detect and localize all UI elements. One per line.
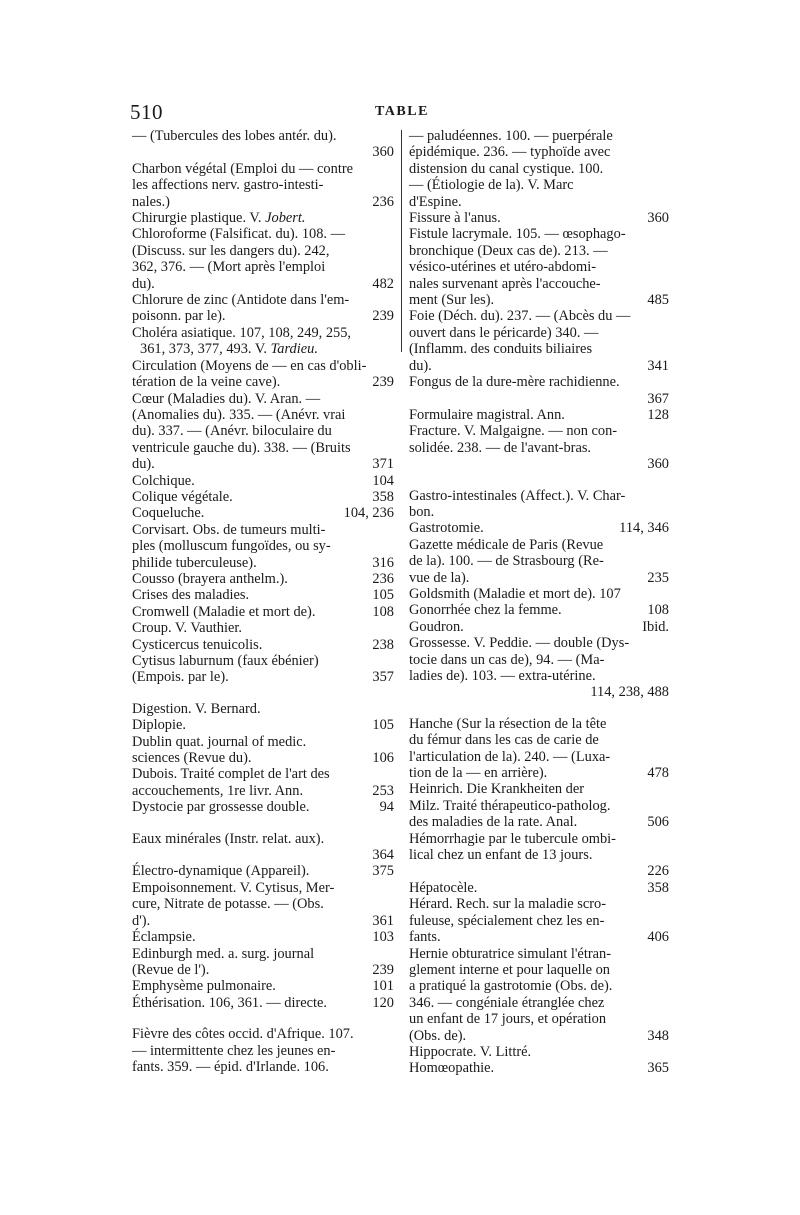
page-reference: 360 (647, 210, 669, 227)
index-entry (409, 308, 669, 374)
right-column (409, 128, 669, 1077)
page-reference: 482 (372, 275, 394, 292)
entry-line (132, 308, 394, 325)
index-entry (132, 571, 394, 587)
index-entry (409, 716, 669, 782)
entry-line (409, 569, 669, 586)
entry-text: Gastrotomie. (409, 520, 484, 537)
entry-text: Formulaire magistral. Ann. (409, 406, 565, 423)
index-entry (409, 635, 669, 701)
page-reference: 364 (372, 847, 394, 864)
entry-line: d'Espine. (409, 193, 462, 210)
entry-line: Hémorrhagie par le tubercule ombi- (409, 830, 616, 847)
index-entry (132, 292, 394, 325)
entry-line: du). 337. — (Anévr. biloculaire du (132, 423, 332, 440)
index-entry (132, 391, 394, 473)
page-reference: 375 (372, 863, 394, 880)
page-reference: Ibid. (642, 618, 669, 635)
index-entry (409, 1060, 669, 1076)
entry-line: tocie dans un cas de), 94. — (Ma- (409, 651, 605, 668)
page-reference: 108 (372, 603, 394, 620)
index-entry (132, 226, 394, 292)
index-entry (132, 358, 394, 391)
entry-line: bon. (409, 503, 435, 520)
entry-line (132, 978, 394, 995)
index-entry (409, 488, 669, 521)
page-reference: 357 (372, 669, 394, 686)
index-entry (409, 1044, 669, 1060)
entry-text: du). (132, 275, 155, 292)
entry-line: Cytisus laburnum (faux ébénier) (132, 653, 319, 669)
entry-line: ladies de). 103. — extra-utérine. (409, 668, 596, 684)
index-entry (132, 799, 394, 815)
page-reference: 485 (647, 292, 669, 309)
page-reference: 94 (379, 799, 394, 816)
index-entry (409, 226, 669, 308)
page-reference: 316 (372, 554, 394, 571)
index-entry (132, 1026, 394, 1075)
page-reference: 348 (647, 1027, 669, 1044)
entry-line: Empoisonnement. V. Cytisus, Mer- (132, 879, 335, 896)
entry-line: 346. — congéniale étranglée chez (409, 994, 605, 1011)
page-reference: 358 (647, 879, 669, 896)
index-entry (409, 537, 669, 586)
entry-line: Digestion. V. Bernard. (132, 700, 261, 717)
entry-text: d'). (132, 912, 151, 929)
entry-line: Croup. V. Vauthier. (132, 620, 242, 637)
column-divider (401, 130, 402, 352)
index-entry (409, 880, 669, 896)
index-entry (409, 602, 669, 618)
entry-reference: Jobert. (265, 210, 306, 227)
index-entry (132, 978, 394, 994)
running-title: TABLE (375, 104, 429, 119)
index-entry (132, 637, 394, 653)
entry-line (132, 717, 394, 734)
entry-text: (Empois. par le). (132, 669, 229, 686)
page-reference: 341 (647, 357, 669, 374)
entry-text: Cousso (brayera anthelm.). (132, 570, 288, 587)
index-entry (132, 995, 394, 1011)
entry-line (409, 1060, 669, 1077)
entry-line: ventricule gauche du). 338. — (Bruits (132, 439, 351, 456)
entry-line: (Anomalies du). 335. — (Anévr. vrai (132, 406, 346, 423)
entry-text: tération de la veine cave). (132, 374, 281, 391)
page-reference: 105 (372, 717, 394, 734)
page-reference: 114, 238, 488 (590, 684, 669, 701)
entry-line: l'articulation de la). 240. — (Luxa- (409, 748, 611, 765)
index-entry (132, 325, 394, 358)
page-reference: 106 (372, 750, 394, 767)
entry-text: Diplopie. (132, 717, 186, 734)
page-reference: 108 (647, 602, 669, 619)
index-entry (132, 522, 394, 571)
page-reference: 365 (647, 1060, 669, 1077)
entry-line: solidée. 238. — de l'avant-bras. (409, 439, 592, 456)
page-number: 510 (130, 100, 163, 124)
page-reference: 367 (647, 390, 669, 407)
entry-text: ment (Sur les). (409, 292, 495, 309)
entry-line (132, 472, 394, 489)
index-entry (132, 653, 394, 686)
entry-line (409, 929, 669, 946)
index-entry (132, 587, 394, 603)
index-entry (409, 210, 669, 226)
entry-line: Heinrich. Die Krankheiten der (409, 781, 585, 798)
entry-line (132, 603, 394, 620)
entry-line (132, 456, 394, 473)
entry-line (409, 602, 669, 619)
entry-line: Fracture. V. Malgaigne. — non con- (409, 423, 618, 440)
index-entry (409, 619, 669, 635)
entry-text: sciences (Revue du). (132, 750, 252, 767)
entry-line: Fièvre des côtes occid. d'Afrique. 107. (132, 1026, 354, 1043)
entry-line: Chirurgie plastique. V. (132, 210, 266, 227)
index-entry (409, 128, 669, 210)
entry-line: Chlorure de zinc (Antidote dans l'em- (132, 292, 350, 309)
entry-text: Goudron. (409, 618, 464, 635)
page-reference: 103 (372, 929, 394, 946)
entry-line: les affections nerv. gastro-intesti- (132, 177, 324, 194)
entry-text: nales.) (132, 193, 170, 210)
entry-line: Dubois. Traité complet de l'art des (132, 766, 330, 783)
index-entry (132, 929, 394, 945)
entry-line: épidémique. 236. — typhoïde avec (409, 144, 611, 161)
entry-line (409, 814, 669, 831)
index-entry (132, 831, 394, 864)
entry-text: des maladies de la rate. Anal. (409, 814, 578, 831)
page-reference: 506 (647, 814, 669, 831)
entry-line (409, 210, 669, 227)
index-entry (132, 766, 394, 799)
entry-line: vésico-utérines et utéro-abdomi- (409, 259, 597, 276)
page-header (130, 100, 670, 124)
entry-text: philide tuberculeuse). (132, 554, 257, 571)
entry-text: Colique végétale. (132, 488, 233, 505)
page-reference: 238 (372, 636, 394, 653)
index-entry (132, 473, 394, 489)
entry-line: cure, Nitrate de potasse. — (Obs. (132, 896, 324, 913)
entry-line (132, 554, 394, 571)
entry-line (132, 505, 394, 522)
entry-line: Gazette médicale de Paris (Revue (409, 536, 604, 553)
entry-text: vue de la). (409, 569, 470, 586)
entry-line: Goldsmith (Maladie et mort de). 107 (409, 585, 621, 602)
entry-line: Hernie obturatrice simulant l'étran- (409, 945, 611, 962)
entry-text: Emphysème pulmonaire. (132, 978, 276, 995)
index-entry (132, 161, 394, 210)
page-reference: 104, 236 (343, 505, 394, 522)
entry-line: Choléra asiatique. 107, 108, 249, 255, (132, 324, 352, 341)
entry-text: Dystocie par grossesse double. (132, 799, 310, 816)
index-entry (132, 880, 394, 929)
page-reference: 239 (372, 374, 394, 391)
page-reference: 239 (372, 961, 394, 978)
index-entry (409, 946, 669, 1044)
entry-line (409, 357, 669, 374)
page-reference: 236 (372, 193, 394, 210)
entry-line: Cœur (Maladies du). V. Aran. — (132, 390, 321, 407)
entry-text: Cromwell (Maladie et mort de). (132, 603, 316, 620)
index-entry (132, 128, 394, 161)
entry-line: du fémur dans les cas de carie de (409, 732, 599, 749)
entry-line (132, 750, 394, 767)
entry-line: — intermittente chez les jeunes en- (132, 1042, 336, 1059)
page-reference: 253 (372, 782, 394, 799)
entry-line: Grossesse. V. Peddie. — double (Dys- (409, 635, 630, 652)
entry-line: distension du canal cystique. 100. (409, 160, 604, 177)
index-entry (409, 423, 669, 472)
index-entry (409, 520, 669, 536)
entry-line (132, 994, 394, 1011)
entry-line (409, 406, 669, 423)
entry-line: nales survenant après l'accouche- (409, 275, 601, 292)
entry-line: Hippocrate. V. Littré. (409, 1043, 532, 1060)
entry-line: fuleuse, spécialement chez les en- (409, 912, 605, 929)
entry-line: lical chez un enfant de 13 jours. (409, 847, 593, 864)
entry-line: Gastro-intestinales (Affect.). V. Char- (409, 487, 626, 504)
entry-line (132, 488, 394, 505)
index-entry (409, 407, 669, 423)
entry-text: Homœopathie. (409, 1060, 495, 1077)
entry-line (409, 520, 669, 537)
entry-line (132, 570, 394, 587)
entry-text: Fissure à l'anus. (409, 210, 501, 227)
entry-text: du). (409, 357, 432, 374)
page-reference: 105 (372, 587, 394, 604)
index-entry (132, 489, 394, 505)
page-reference: 101 (372, 978, 394, 995)
entry-line: Circulation (Moyens de — en cas d'obli- (132, 357, 367, 374)
entry-line: de la). 100. — de Strasbourg (Re- (409, 553, 604, 570)
index-entry (132, 604, 394, 620)
entry-line (132, 193, 394, 210)
index-entry (409, 831, 669, 880)
entry-line (132, 929, 394, 946)
page-reference: 360 (372, 144, 394, 161)
entry-line (132, 587, 394, 604)
entry-line: ouvert dans le péricarde) 340. — (409, 324, 599, 341)
entry-text: fants. (409, 929, 441, 946)
entry-line (132, 275, 394, 292)
entry-line: — paludéennes. 100. — puerpérale (409, 128, 613, 144)
page-reference: 235 (647, 569, 669, 586)
entry-line: un enfant de 17 jours, et opération (409, 1011, 607, 1028)
page-reference: 114, 346 (619, 520, 669, 537)
entry-line: Dublin quat. journal of medic. (132, 733, 307, 750)
entry-line (409, 1027, 669, 1044)
entry-line: Chloroforme (Falsificat. du). 108. — (132, 226, 346, 243)
entry-text: Coqueluche. (132, 505, 205, 522)
left-column (132, 128, 394, 1075)
page-reference: 226 (647, 863, 669, 880)
page-reference: 361 (372, 912, 394, 929)
index-entry (132, 946, 394, 979)
entry-line (409, 879, 669, 896)
entry-line: glement interne et pour laquelle on (409, 961, 610, 978)
entry-text: Crises des maladies. (132, 587, 250, 604)
entry-line: fants. 359. — épid. d'Irlande. 106. (132, 1058, 329, 1075)
entry-line: ples (molluscum fungoïdes, ou sy- (132, 538, 331, 555)
page-reference: 371 (372, 456, 394, 473)
entry-line: 361, 373, 377, 493. V. (140, 341, 271, 358)
index-entry (132, 620, 394, 636)
index-entry (132, 863, 394, 879)
page-reference: 120 (372, 994, 394, 1011)
entry-line: Fistule lacrymale. 105. — œsophago- (409, 226, 626, 243)
page-reference: 358 (372, 488, 394, 505)
entry-line: Charbon végétal (Emploi du — contre (132, 160, 353, 177)
entry-line: 362, 376. — (Mort après l'emploi (132, 259, 326, 276)
entry-text: Éthérisation. 106, 361. — directe. (132, 994, 328, 1011)
page-reference: 360 (647, 456, 669, 473)
entry-text: tion de la — en arrière). (409, 765, 548, 782)
page-reference: 128 (647, 406, 669, 423)
page-reference: 236 (372, 570, 394, 587)
entry-text: Électro-dynamique (Appareil). (132, 863, 310, 880)
entry-text: Cysticercus tenuicolis. (132, 636, 263, 653)
entry-line (409, 618, 669, 635)
entry-text: poisonn. par le). (132, 308, 226, 325)
entry-line: Hérard. Rech. sur la maladie scro- (409, 896, 606, 913)
page-reference: 104 (372, 472, 394, 489)
entry-text: (Obs. de). (409, 1027, 467, 1044)
entry-line: Hanche (Sur la résection de la tête (409, 715, 607, 732)
entry-text: Éclampsie. (132, 929, 196, 946)
entry-line: (Inflamm. des conduits biliaires (409, 341, 593, 358)
entry-line: — (Étiologie de la). V. Marc (409, 177, 574, 194)
index-entry (409, 586, 669, 602)
entry-line (132, 799, 394, 816)
entry-text: accouchements, 1re livr. Ann. (132, 782, 304, 799)
index-entry (132, 734, 394, 767)
entry-line: Milz. Traité thérapeutico-patholog. (409, 797, 611, 814)
entry-text: (Revue de l'). (132, 961, 210, 978)
entry-line (409, 765, 669, 782)
page-reference: 406 (647, 929, 669, 946)
entry-line: (Discuss. sur les dangers du). 242, (132, 242, 330, 259)
entry-text: Colchique. (132, 472, 195, 489)
entry-line (132, 374, 394, 391)
page-reference: 478 (647, 765, 669, 782)
entry-line (409, 292, 669, 309)
index-entry (132, 717, 394, 733)
index-entry (132, 505, 394, 521)
entry-line: Corvisart. Obs. de tumeurs multi- (132, 521, 326, 538)
entry-line: — (Tubercules des lobes antér. du). (132, 128, 337, 144)
index-entry (132, 701, 394, 717)
index-entry (409, 374, 669, 407)
entry-line (132, 669, 394, 686)
entry-line (132, 961, 394, 978)
entry-line: Eaux minérales (Instr. relat. aux). (132, 830, 325, 847)
index-entry (132, 210, 394, 226)
entry-text: du). (132, 456, 155, 473)
entry-text: Gonorrhée chez la femme. (409, 602, 562, 619)
entry-text: Hépatocèle. (409, 879, 478, 896)
entry-line: Foie (Déch. du). 237. — (Abcès du — (409, 308, 631, 325)
entry-line: bronchique (Deux cas de). 213. — (409, 242, 608, 259)
entry-line: Fongus de la dure-mère rachidienne. (409, 374, 620, 391)
entry-line: a pratiqué la gastrotomie (Obs. de). (409, 978, 613, 995)
index-entry (409, 896, 669, 945)
entry-line (132, 912, 394, 929)
entry-line (132, 863, 394, 880)
entry-line (132, 636, 394, 653)
entry-line (132, 782, 394, 799)
entry-reference: Tardieu. (270, 341, 318, 358)
page-reference: 239 (372, 308, 394, 325)
index-entry (409, 781, 669, 830)
entry-line: Edinburgh med. a. surg. journal (132, 945, 315, 962)
